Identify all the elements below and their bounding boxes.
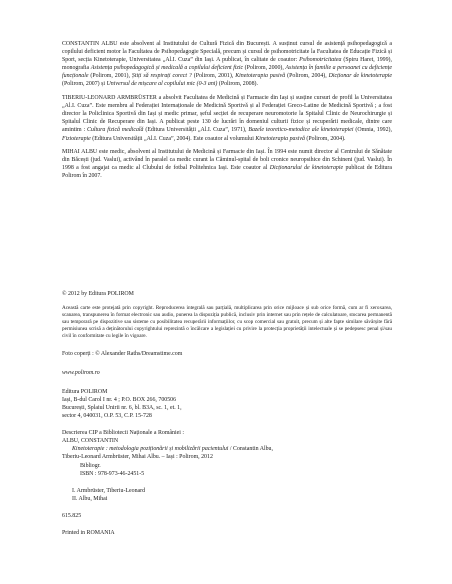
book-title: Kinetoterapia pasivă <box>255 135 305 142</box>
book-title: Fizioterapie <box>62 135 91 142</box>
cip-heading: Descrierea CIP a Bibliotecii Naționale a României : <box>62 430 184 437</box>
bio-text: (Polirom, 2007) și <box>62 81 107 88</box>
bio-text: (Spiru Haret, 1999), monografia <box>62 57 392 72</box>
author-bio <box>62 40 392 89</box>
cip-contributors: Tiberiu-Leonard Armbrüster, Mihai Albu. – Iași : Polirom, 2012 <box>62 454 213 461</box>
cip-title-rest: / Constantin Albu, <box>228 446 273 453</box>
book-title: Dicționarului de kinetoterapie <box>269 165 344 172</box>
bio-text: (Polirom, 2008). <box>217 81 258 88</box>
book-title: Asistența psihopedagogică și medicală a copilului deficient fizic <box>90 65 244 72</box>
rights-notice: Această carte este protejată prin copyright. Reproducerea integrală sau parțială, multiplicarea prin orice mijloace și sub orice formă, cum ar fi xeroxarea, scanarea, transpunerea în format electronic sau audio, punerea la dispoziția publică, inclusiv prin internet sau prin rețele de calculatoare, stocarea permanentă sau temporară pe dispozitive sau sisteme cu posibilitatea recuperării informațiilor, cu scop comercial sau gratuit, precum și alte fapte similare săvârșite fără permisiunea scrisă a deținătorului copyrightului reprezintă o încălcare a legislației cu privire la protecția proprietății intelectuale și se pedepsesc penal și/sau civil în conformitate cu legile în vigoare. <box>62 305 392 340</box>
bio-text: (Polirom, 2004), <box>285 73 329 80</box>
cip-added-entry: I. Armbrüster, Tiberiu-Leonard <box>72 487 146 494</box>
cip-isbn: ISBN : 978-973-46-2451-5 <box>80 470 145 477</box>
bio-text: a absolvit Facultatea de Medicină și Farmacie din Iași și susține cursuri de profil la Universitatea „Al.I. Cuza”. Este membru al Federației Internaționale de Medicină Sportivă și al Federației Greco-Latine de Medicină Sportivă ; a fost director la Policlinica Sportivă din Iași și medic primar, șeful secției de recuperare neuromotorie la Spitalul Clinic de Neurochirurgie și Spitalul Clinic de Recuperare din Iași. A publicat peste 130 de lucrări în domeniul culturii fizice și recuperării medicale, dintre care amintim : <box>62 95 392 134</box>
bio-text: (Omnia, 1992), <box>353 127 392 134</box>
author-name: MIHAI ALBU <box>62 149 98 156</box>
book-title: Bazele teoretico-metodice ale kinetoterapiei <box>248 127 354 134</box>
publisher-address <box>62 388 392 420</box>
publisher-address-line: Iași, B-dul Carol I nr. 4 ; P.O. BOX 266, 700506 <box>62 396 177 403</box>
cip-title <box>62 445 392 453</box>
cip-title-italic: Kinetoterapie : metodologia poziționării și mobilizării pacientului <box>72 446 229 453</box>
bio-text: (Polirom, 2001), <box>191 73 236 80</box>
publisher-address-line: sector 4, 040031, O.P. 53, C.P. 15-728 <box>62 413 152 420</box>
cip-added-entry: II. Albu, Mihai <box>72 495 108 502</box>
cip-author: ALBU, CONSTANTIN <box>62 438 119 445</box>
copyright-line: © 2012 by Editura POLIROM <box>62 291 134 297</box>
bio-text: (Polirom, 2000), <box>243 65 286 72</box>
copyright-page-block <box>62 290 392 537</box>
bio-text: (Editura Universității „Al.I. Cuza”, 1971), <box>143 127 249 134</box>
cip-bibliography: Bibliogr. <box>80 462 101 469</box>
book-title: Cultura fizică medicală <box>87 127 144 134</box>
photo-credit: Foto coperți : © Alexander Raths/Dreamstime.com <box>62 350 183 357</box>
cip-classification: 615.825 <box>62 512 82 519</box>
bio-text: publicat de Editura Polirom în 2007. <box>62 165 393 180</box>
bio-text: este medic, absolvent al Institutului de Medicină și Farmacie din Iași. În 1994 este numit director al Centrului de Sănătate din Băcești (jud. Vaslui), activând în paralel ca medic curant la Căminul-spital de boli cronice neuropsihice din Schineni (jud. Vaslui). În 1998 a fost angajat ca medic al Clubului de fotbal Politehnica Iași. Este coautor al <box>62 149 392 172</box>
publisher-name: Editura POLIROM <box>62 388 108 395</box>
book-title: Asistența în familie a persoanei cu deficiențe funcționale <box>62 65 393 80</box>
cip-record <box>62 429 392 537</box>
book-title: Kinetoterapia pasivă <box>235 73 286 80</box>
author-bios <box>62 40 392 186</box>
author-name: CONSTANTIN ALBU <box>62 41 118 47</box>
author-name: TIBERIU-LEONARD ARMBRÜSTER <box>62 95 157 102</box>
author-bio <box>62 94 392 143</box>
bio-text: este absolvent al Institutului de Cultură Fizică din București. A susținut cursul de asistență psihopedagogică a copilului deficient motor la Facultatea de Psihopedagogie Specială, precum și cursul de psihomotricitate la Facultatea de Educație Fizică și Sport, secția Kinetoterapie, Universitatea „Al.I. Cuza” din Iași. A publicat, în calitate de coautor: <box>62 41 392 64</box>
author-bio <box>62 148 392 180</box>
book-title: Dicționar de kinetoterapie <box>328 73 393 80</box>
bio-text: (Editura Universității „Al.I. Cuza”, 2004). Este coautor al volumului <box>90 135 256 142</box>
website-link[interactable]: www.polirom.ro <box>62 369 100 376</box>
publisher-address-line: București, Splaiul Unirii nr. 6, bl. B3A, sc. 1, et. 1, <box>62 404 182 411</box>
book-title: Universul de mișcare al copilului mic (0-3 ani) <box>106 81 218 88</box>
bio-text: (Polirom, 2004). <box>304 135 346 142</box>
book-title: Știți să respirați corect ? <box>131 73 192 80</box>
book-title: Psihomotricitatea <box>299 57 342 64</box>
printed-in: Printed in ROMANIA <box>62 529 115 536</box>
bio-text: (Polirom, 2001), <box>88 73 132 80</box>
